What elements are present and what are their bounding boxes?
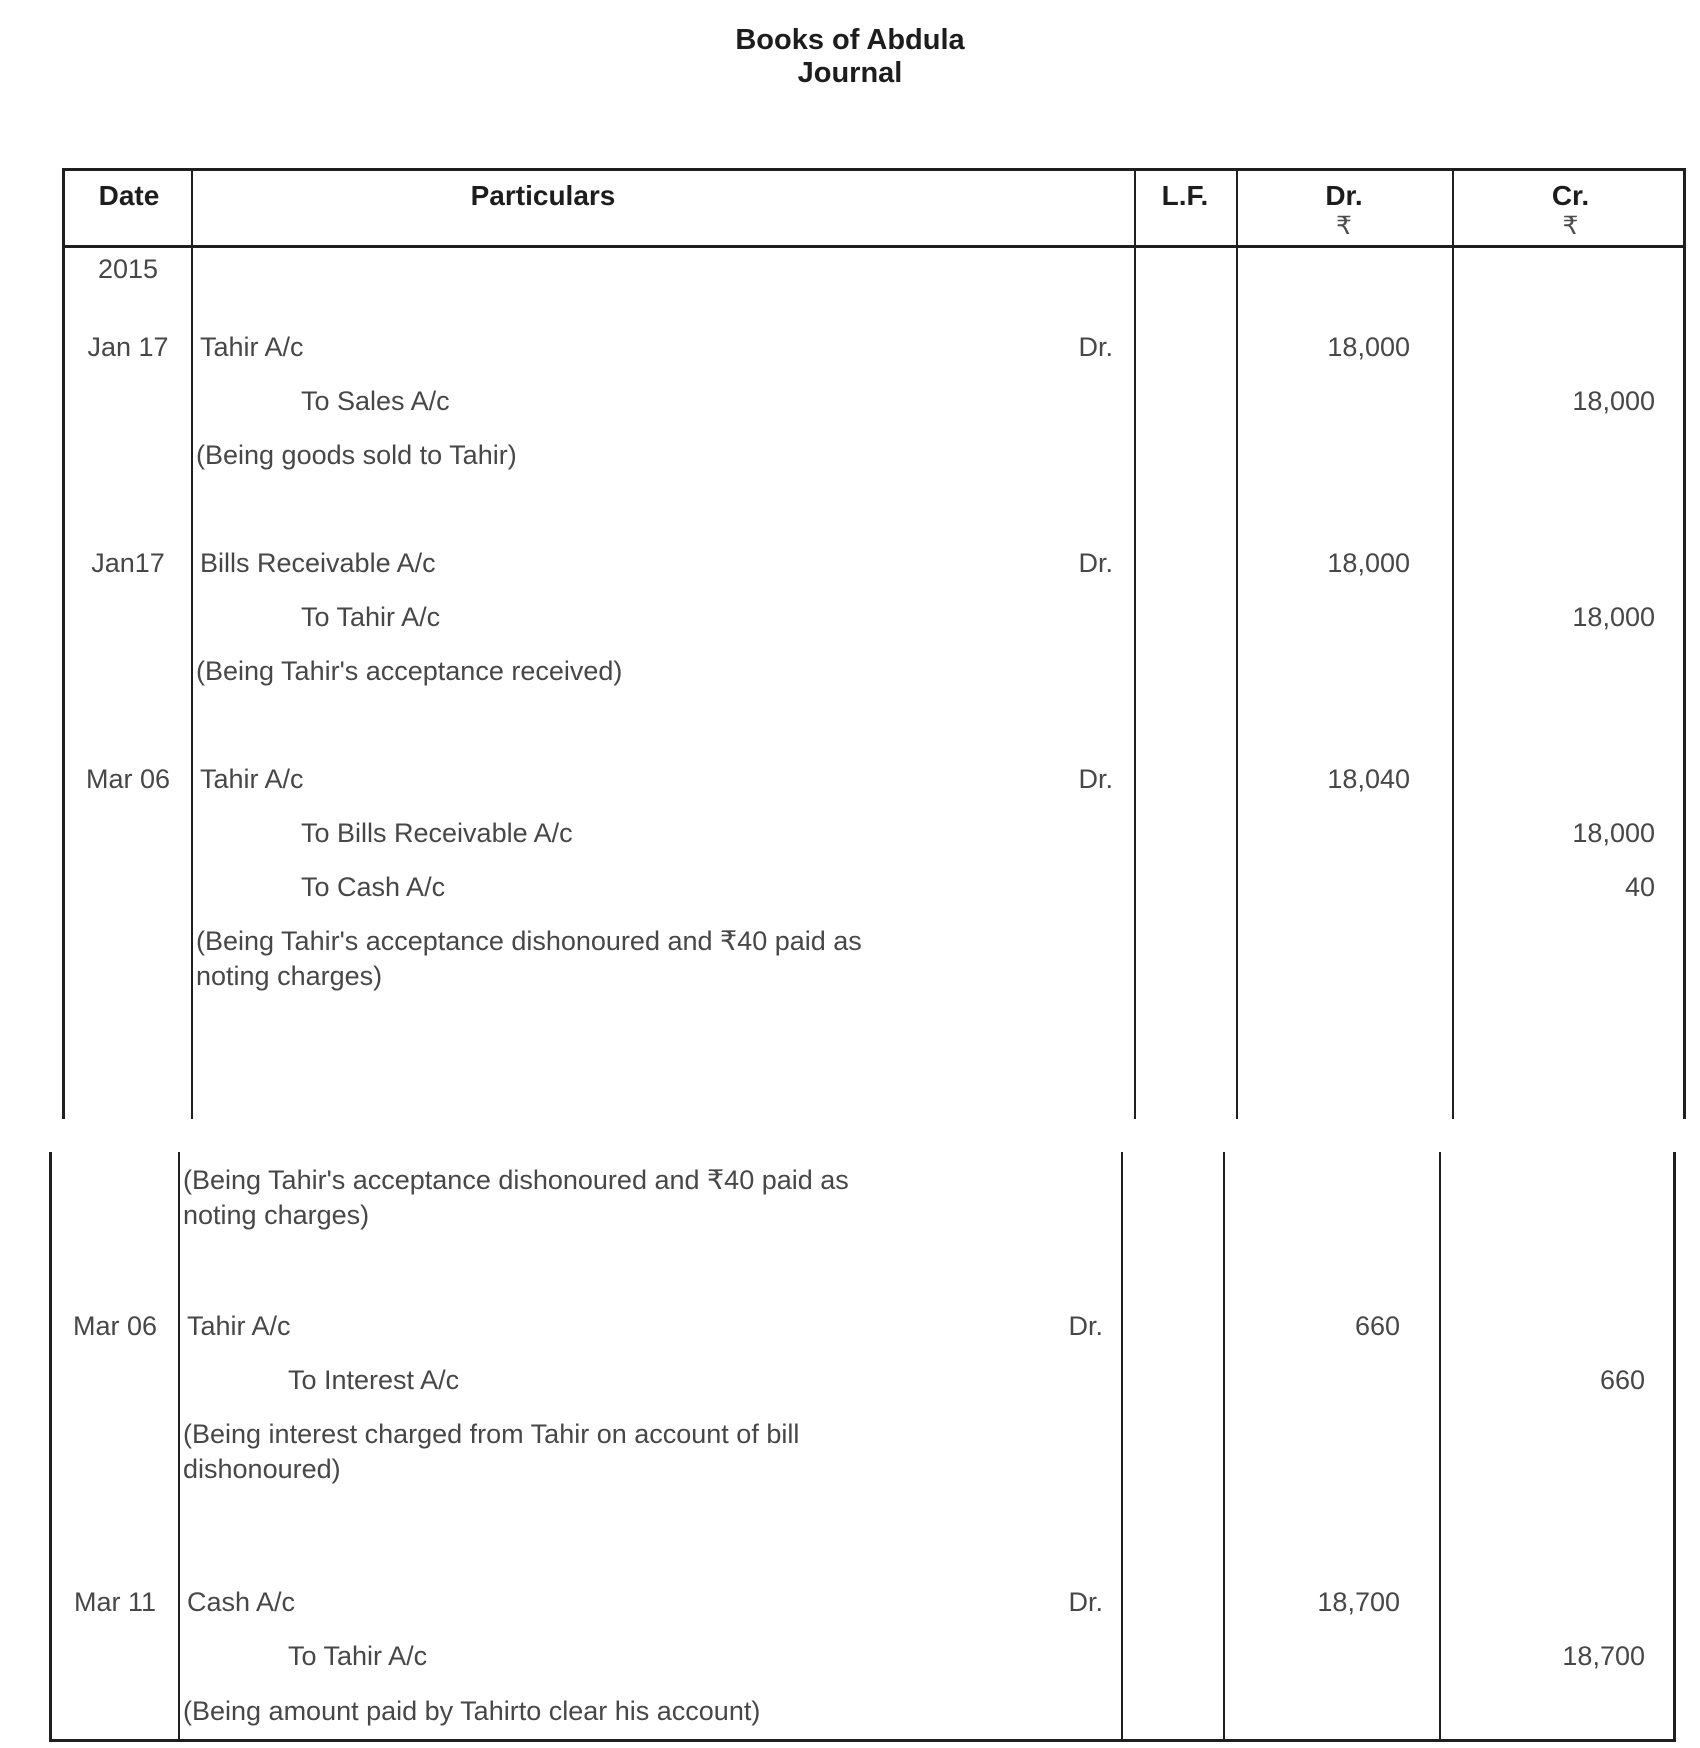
cr-amount: 40 — [1624, 872, 1655, 902]
title-block — [0, 24, 1700, 90]
dr-amount: 18,000 — [1327, 332, 1410, 362]
credit-account: To Interest A/c — [288, 1365, 460, 1395]
entry-date: Mar 11 — [73, 1587, 157, 1617]
column-divider — [1223, 1152, 1225, 1739]
journal-subtitle: Journal — [797, 57, 903, 89]
dr-label: Dr. — [1068, 1587, 1103, 1617]
header-divider — [65, 245, 1683, 248]
cr-amount: 660 — [1599, 1365, 1645, 1395]
entry-date: Jan 17 — [87, 332, 169, 362]
col-header-dr: Dr. — [1325, 180, 1363, 211]
column-divider — [1121, 1152, 1123, 1739]
column-divider — [1134, 171, 1136, 1119]
column-divider — [191, 171, 193, 1119]
journal-table-part1 — [62, 168, 1686, 1119]
narration-line: dishonoured) — [183, 1454, 341, 1484]
cr-amount: 18,700 — [1562, 1641, 1645, 1671]
dr-amount: 18,000 — [1327, 548, 1410, 578]
entry-date: Mar 06 — [72, 1311, 158, 1341]
narration-line: (Being Tahir's acceptance dishonoured and ₹40 paid as — [196, 926, 862, 956]
column-divider — [1439, 1152, 1441, 1739]
narration-line: (Being interest charged from Tahir on account of bill — [183, 1419, 800, 1449]
entry-date: Jan17 — [91, 548, 165, 578]
entry-date: Mar 06 — [85, 764, 171, 794]
credit-account: To Bills Receivable A/c — [301, 818, 573, 848]
cr-amount: 18,000 — [1572, 602, 1655, 632]
column-divider — [178, 1152, 180, 1739]
narration-line: (Being goods sold to Tahir) — [196, 440, 517, 470]
dr-label: Dr. — [1078, 548, 1113, 578]
column-divider — [1452, 171, 1454, 1119]
credit-account: To Tahir A/c — [288, 1641, 428, 1671]
journal-book-title: Books of Abdula — [735, 24, 965, 56]
dr-amount: 660 — [1354, 1311, 1400, 1341]
dr-amount: 18,040 — [1327, 764, 1410, 794]
rupee-symbol-cr: ₹ — [1562, 212, 1579, 240]
col-header-particulars: Particulars — [470, 180, 616, 211]
dr-label: Dr. — [1068, 1311, 1103, 1341]
cr-amount: 18,000 — [1572, 386, 1655, 416]
dr-amount: 18,700 — [1317, 1587, 1400, 1617]
col-header-date: Date — [98, 180, 160, 211]
col-header-lf: L.F. — [1161, 180, 1209, 211]
dr-label: Dr. — [1078, 764, 1113, 794]
debit-account: Cash A/c — [187, 1587, 296, 1617]
debit-account: Tahir A/c — [200, 332, 304, 362]
journal-table-part2 — [49, 1152, 1676, 1742]
cr-amount: 18,000 — [1572, 818, 1655, 848]
narration-line: (Being Tahir's acceptance received) — [196, 656, 623, 686]
column-divider — [1236, 171, 1238, 1119]
credit-account: To Cash A/c — [301, 872, 446, 902]
credit-account: To Tahir A/c — [301, 602, 441, 632]
narration-line: noting charges) — [196, 961, 383, 991]
credit-account: To Sales A/c — [301, 386, 450, 416]
debit-account: Tahir A/c — [187, 1311, 291, 1341]
entry-year: 2015 — [97, 254, 159, 284]
debit-account: Tahir A/c — [200, 764, 304, 794]
col-header-cr: Cr. — [1551, 180, 1590, 211]
rupee-symbol-dr: ₹ — [1336, 212, 1352, 240]
narration-line: noting charges) — [183, 1200, 370, 1230]
debit-account: Bills Receivable A/c — [200, 548, 436, 578]
narration-line: (Being amount paid by Tahirto clear his account) — [183, 1696, 761, 1726]
dr-label: Dr. — [1078, 332, 1113, 362]
narration-line: (Being Tahir's acceptance dishonoured and ₹40 paid as — [183, 1165, 849, 1195]
